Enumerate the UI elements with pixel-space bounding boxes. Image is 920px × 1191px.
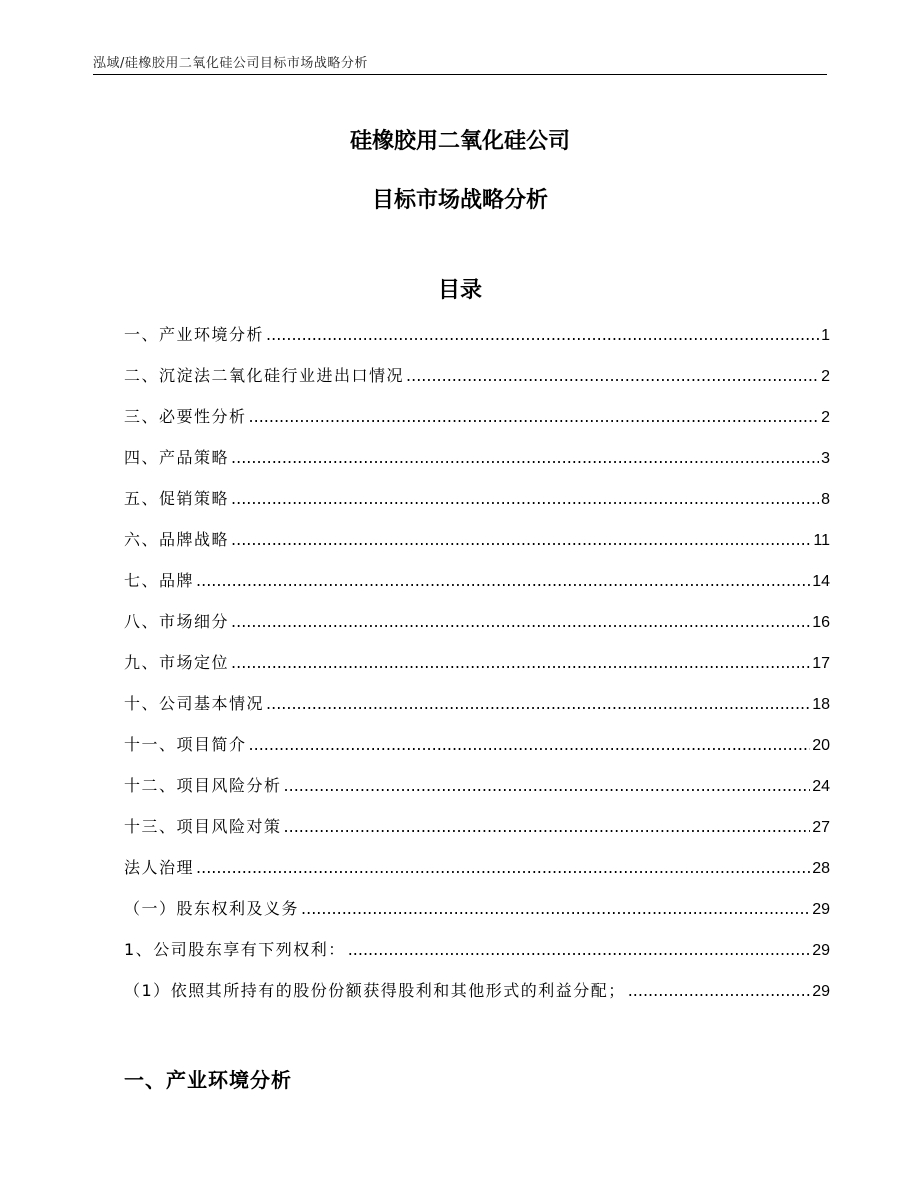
running-header: 泓域/硅橡胶用二氧化硅公司目标市场战略分析 [93, 56, 368, 71]
toc-entry[interactable] [124, 691, 830, 732]
toc-dot-leader [231, 653, 810, 672]
toc-entry-title: 公司基本情况 [159, 694, 265, 713]
toc-entry-number: 十、 [124, 694, 160, 713]
toc-entry-number: 1、 [124, 940, 154, 959]
toc-entry-number: 十二、 [124, 776, 177, 795]
toc-entry-number: 三、 [124, 407, 160, 426]
toc-page-number: 3 [821, 450, 830, 467]
toc-entry-title: 股东权利及义务 [176, 899, 300, 918]
toc-entry[interactable] [124, 896, 830, 937]
toc-page-number: 28 [812, 860, 830, 877]
toc-entry-title: 产业环境分析 [159, 325, 265, 344]
toc-entry-title: 项目风险分析 [176, 776, 282, 795]
document-title-line-2: 目标市场战略分析 [371, 188, 548, 213]
toc-dot-leader [231, 612, 810, 631]
toc-entry-title: 依照其所持有的股份份额获得股利和其他形式的利益分配； [170, 981, 626, 1000]
table-of-contents [124, 322, 830, 1019]
toc-page-number: 29 [812, 983, 830, 1000]
toc-entry[interactable] [124, 527, 830, 568]
toc-entry-title: 必要性分析 [159, 407, 247, 426]
toc-page-number: 20 [812, 737, 830, 754]
toc-entry-number: 九、 [124, 653, 160, 672]
toc-entry[interactable] [124, 404, 830, 445]
toc-entry-number: 六、 [124, 530, 160, 549]
toc-dot-leader [628, 981, 811, 1000]
toc-dot-leader [249, 735, 811, 754]
toc-entry[interactable] [124, 568, 830, 609]
toc-page-number: 2 [821, 409, 830, 426]
toc-entry[interactable] [124, 937, 830, 978]
toc-entry-title: 品牌 [159, 571, 195, 590]
header-divider [93, 74, 827, 75]
toc-entry-title: 法人治理 [124, 858, 195, 877]
toc-entry[interactable] [124, 773, 830, 814]
toc-entry-title: 沉淀法二氧化硅行业进出口情况 [159, 366, 405, 385]
toc-entry-title: 市场定位 [159, 653, 230, 672]
toc-entry[interactable] [124, 445, 830, 486]
document-title-line-1: 硅橡胶用二氧化硅公司 [349, 129, 570, 154]
toc-dot-leader [266, 694, 810, 713]
toc-entry[interactable] [124, 609, 830, 650]
toc-dot-leader [284, 776, 811, 795]
toc-dot-leader [266, 325, 819, 344]
toc-entry-title: 项目简介 [176, 735, 247, 754]
toc-entry[interactable] [124, 486, 830, 527]
toc-entry[interactable] [124, 650, 830, 691]
toc-page-number: 14 [812, 573, 830, 590]
toc-page-number: 27 [812, 819, 830, 836]
toc-page-number: 17 [812, 655, 830, 672]
toc-entry-number: 十三、 [124, 817, 177, 836]
toc-entry[interactable] [124, 855, 830, 896]
toc-entry-number: （一） [124, 899, 177, 918]
toc-entry-number: 七、 [124, 571, 160, 590]
toc-entry-number: （1） [124, 981, 171, 1000]
section-heading: 一、产业环境分析 [124, 1068, 292, 1092]
toc-page-number: 8 [821, 491, 830, 508]
toc-page-number: 1 [821, 327, 830, 344]
toc-page-number: 11 [813, 532, 830, 549]
toc-entry-number: 四、 [124, 448, 160, 467]
toc-entry-title: 公司股东享有下列权利： [153, 940, 346, 959]
toc-heading: 目录 [437, 278, 482, 303]
toc-entry-number: 五、 [124, 489, 160, 508]
toc-entry-title: 产品策略 [159, 448, 230, 467]
toc-entry[interactable] [124, 978, 830, 1019]
toc-entry[interactable] [124, 732, 830, 773]
toc-dot-leader [284, 817, 811, 836]
toc-entry-title: 项目风险对策 [176, 817, 282, 836]
toc-page-number: 29 [812, 942, 830, 959]
toc-dot-leader [196, 858, 810, 877]
toc-page-number: 18 [812, 696, 830, 713]
toc-entry-title: 促销策略 [159, 489, 230, 508]
toc-page-number: 16 [812, 614, 830, 631]
toc-page-number: 2 [821, 368, 830, 385]
toc-entry-number: 一、 [124, 325, 160, 344]
toc-page-number: 24 [812, 778, 830, 795]
toc-entry[interactable] [124, 814, 830, 855]
toc-entry-title: 市场细分 [159, 612, 230, 631]
toc-dot-leader [231, 530, 811, 549]
toc-entry-title: 品牌战略 [159, 530, 230, 549]
toc-dot-leader [406, 366, 819, 385]
toc-entry-number: 二、 [124, 366, 160, 385]
toc-entry[interactable] [124, 363, 830, 404]
toc-dot-leader [231, 448, 819, 467]
toc-entry-number: 八、 [124, 612, 160, 631]
toc-dot-leader [196, 571, 810, 590]
toc-dot-leader [348, 940, 811, 959]
toc-entry-number: 十一、 [124, 735, 177, 754]
toc-page-number: 29 [812, 901, 830, 918]
toc-dot-leader [249, 407, 820, 426]
toc-dot-leader [301, 899, 810, 918]
toc-entry[interactable] [124, 322, 830, 363]
toc-dot-leader [231, 489, 819, 508]
